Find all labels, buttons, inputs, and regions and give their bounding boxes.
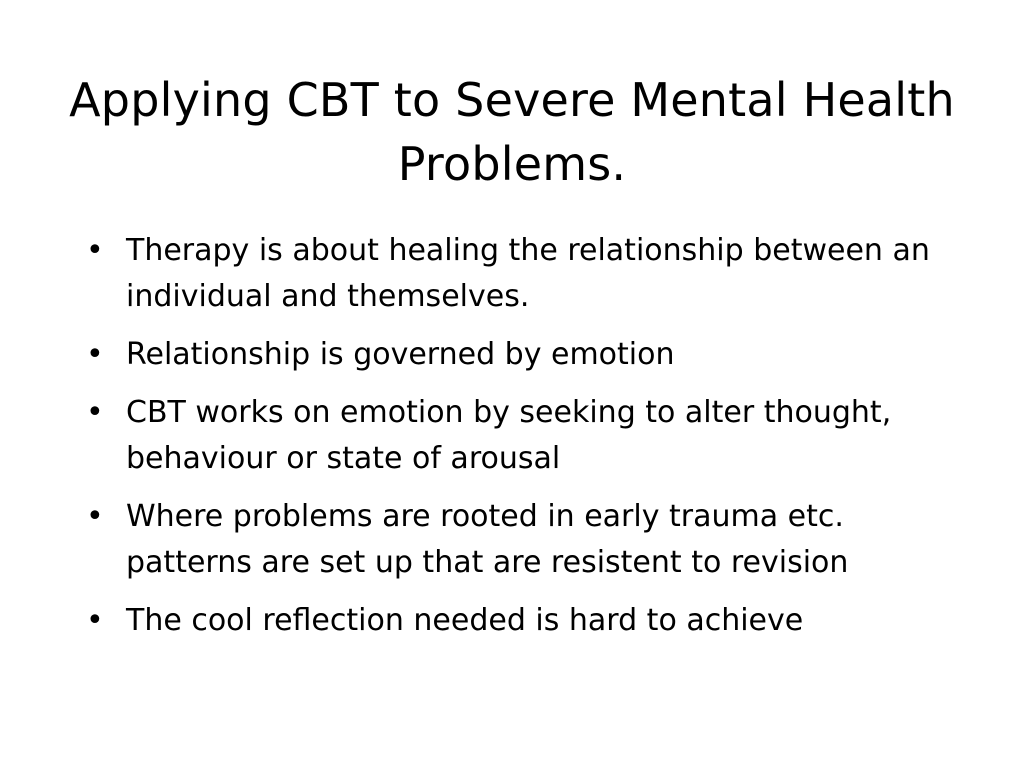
bullet-icon: • [86,337,104,372]
bullet-item [86,390,966,482]
slide-title: Applying CBT to Severe Mental Health Problems. [69,73,955,191]
bullet-icon: • [86,395,104,430]
bullet-text: Therapy is about healing the relationship between an individual and themselves. [126,233,930,314]
bullet-text: Where problems are rooted in early trauma etc. patterns are set up that are resistent to revision [126,499,849,580]
bullet-item [86,598,966,644]
bullet-text: The cool reflection needed is hard to achieve [126,603,804,638]
bullet-item [86,228,966,320]
bullet-item [86,494,966,586]
bullet-list [86,228,966,656]
bullet-text: Relationship is governed by emotion [126,337,675,372]
bullet-icon: • [86,603,104,638]
bullet-icon: • [86,233,104,268]
bullet-item [86,332,966,378]
bullet-icon: • [86,499,104,534]
bullet-text: CBT works on emotion by seeking to alter thought, behaviour or state of arousal [126,395,892,476]
